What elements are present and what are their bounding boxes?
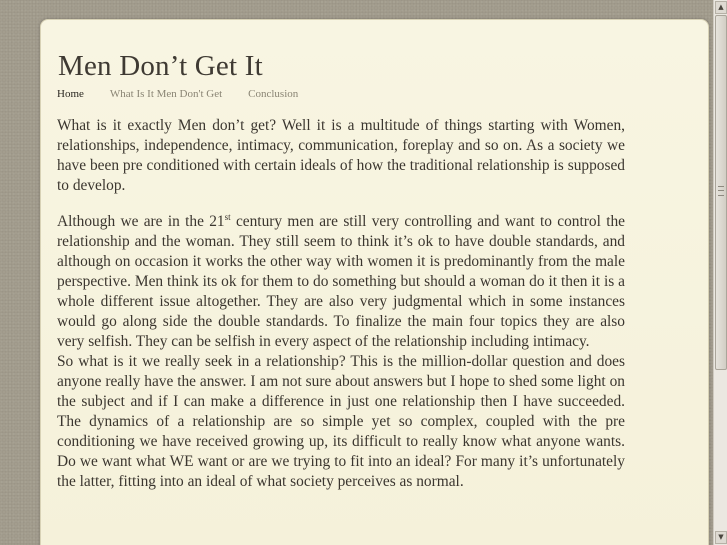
- ordinal-suffix: st: [224, 212, 231, 222]
- nav-link-what-is-it[interactable]: What Is It Men Don't Get: [109, 88, 223, 100]
- vertical-scrollbar[interactable]: [713, 0, 727, 545]
- main-nav: [57, 88, 324, 100]
- paragraph-controlling: [57, 212, 625, 352]
- paragraph-controlling-start: Although we are in the 21: [57, 213, 225, 230]
- arrow-down-icon[interactable]: ▼: [715, 531, 727, 544]
- nav-link-home[interactable]: Home: [57, 88, 84, 100]
- scrollbar-thumb[interactable]: [715, 15, 727, 370]
- nav-item-conclusion: [248, 88, 298, 100]
- article-body: [57, 116, 625, 492]
- arrow-up-icon[interactable]: ▲: [715, 1, 727, 14]
- nav-item-home: [57, 88, 84, 100]
- paragraph-intro: What is it exactly Men don’t get? Well it is a multitude of things starting with Women, relationships, independence, intimacy, communication, foreplay and so on. As a society we have been pre conditioned with certain ideals of how the traditional relationship is supposed to develop.: [57, 117, 625, 194]
- nav-link-conclusion[interactable]: Conclusion: [248, 88, 299, 100]
- paragraph-controlling-rest: century men are still very controlling and want to control the relationship and the woman. They still seem to think it’s ok to have double standards, and although on occasion it works the other way with women it is predominantly from the male perspective. Men think its ok for them to do something but should a woman do it then it is a whole different issue altogether. They are also very judgmental which in some instances would go along side the double standards. To finalize the main four topics they are also very selfish. They can be selfish in every aspect of the relationship including intimacy.: [57, 213, 625, 350]
- grip-icon: [718, 186, 724, 196]
- nav-item-what-is-it: [110, 88, 222, 100]
- site-title: Men Don’t Get It: [58, 50, 263, 82]
- content-card: [40, 19, 709, 545]
- paragraph-question: So what is it we really seek in a relationship? This is the million-dollar question and does anyone really have the answer. I am not sure about answers but I hope to shed some light on the subject and if I can make a difference in just one relationship then I have succeeded. The dynamics of a relationship are so simple yet so complex, coupled with the pre conditioning we have received growing up, its difficult to really know what anyone wants. Do we want what WE want or are we trying to fit into an ideal? For many it’s unfortunately the latter, fitting into an ideal of what society perceives as normal.: [57, 353, 625, 490]
